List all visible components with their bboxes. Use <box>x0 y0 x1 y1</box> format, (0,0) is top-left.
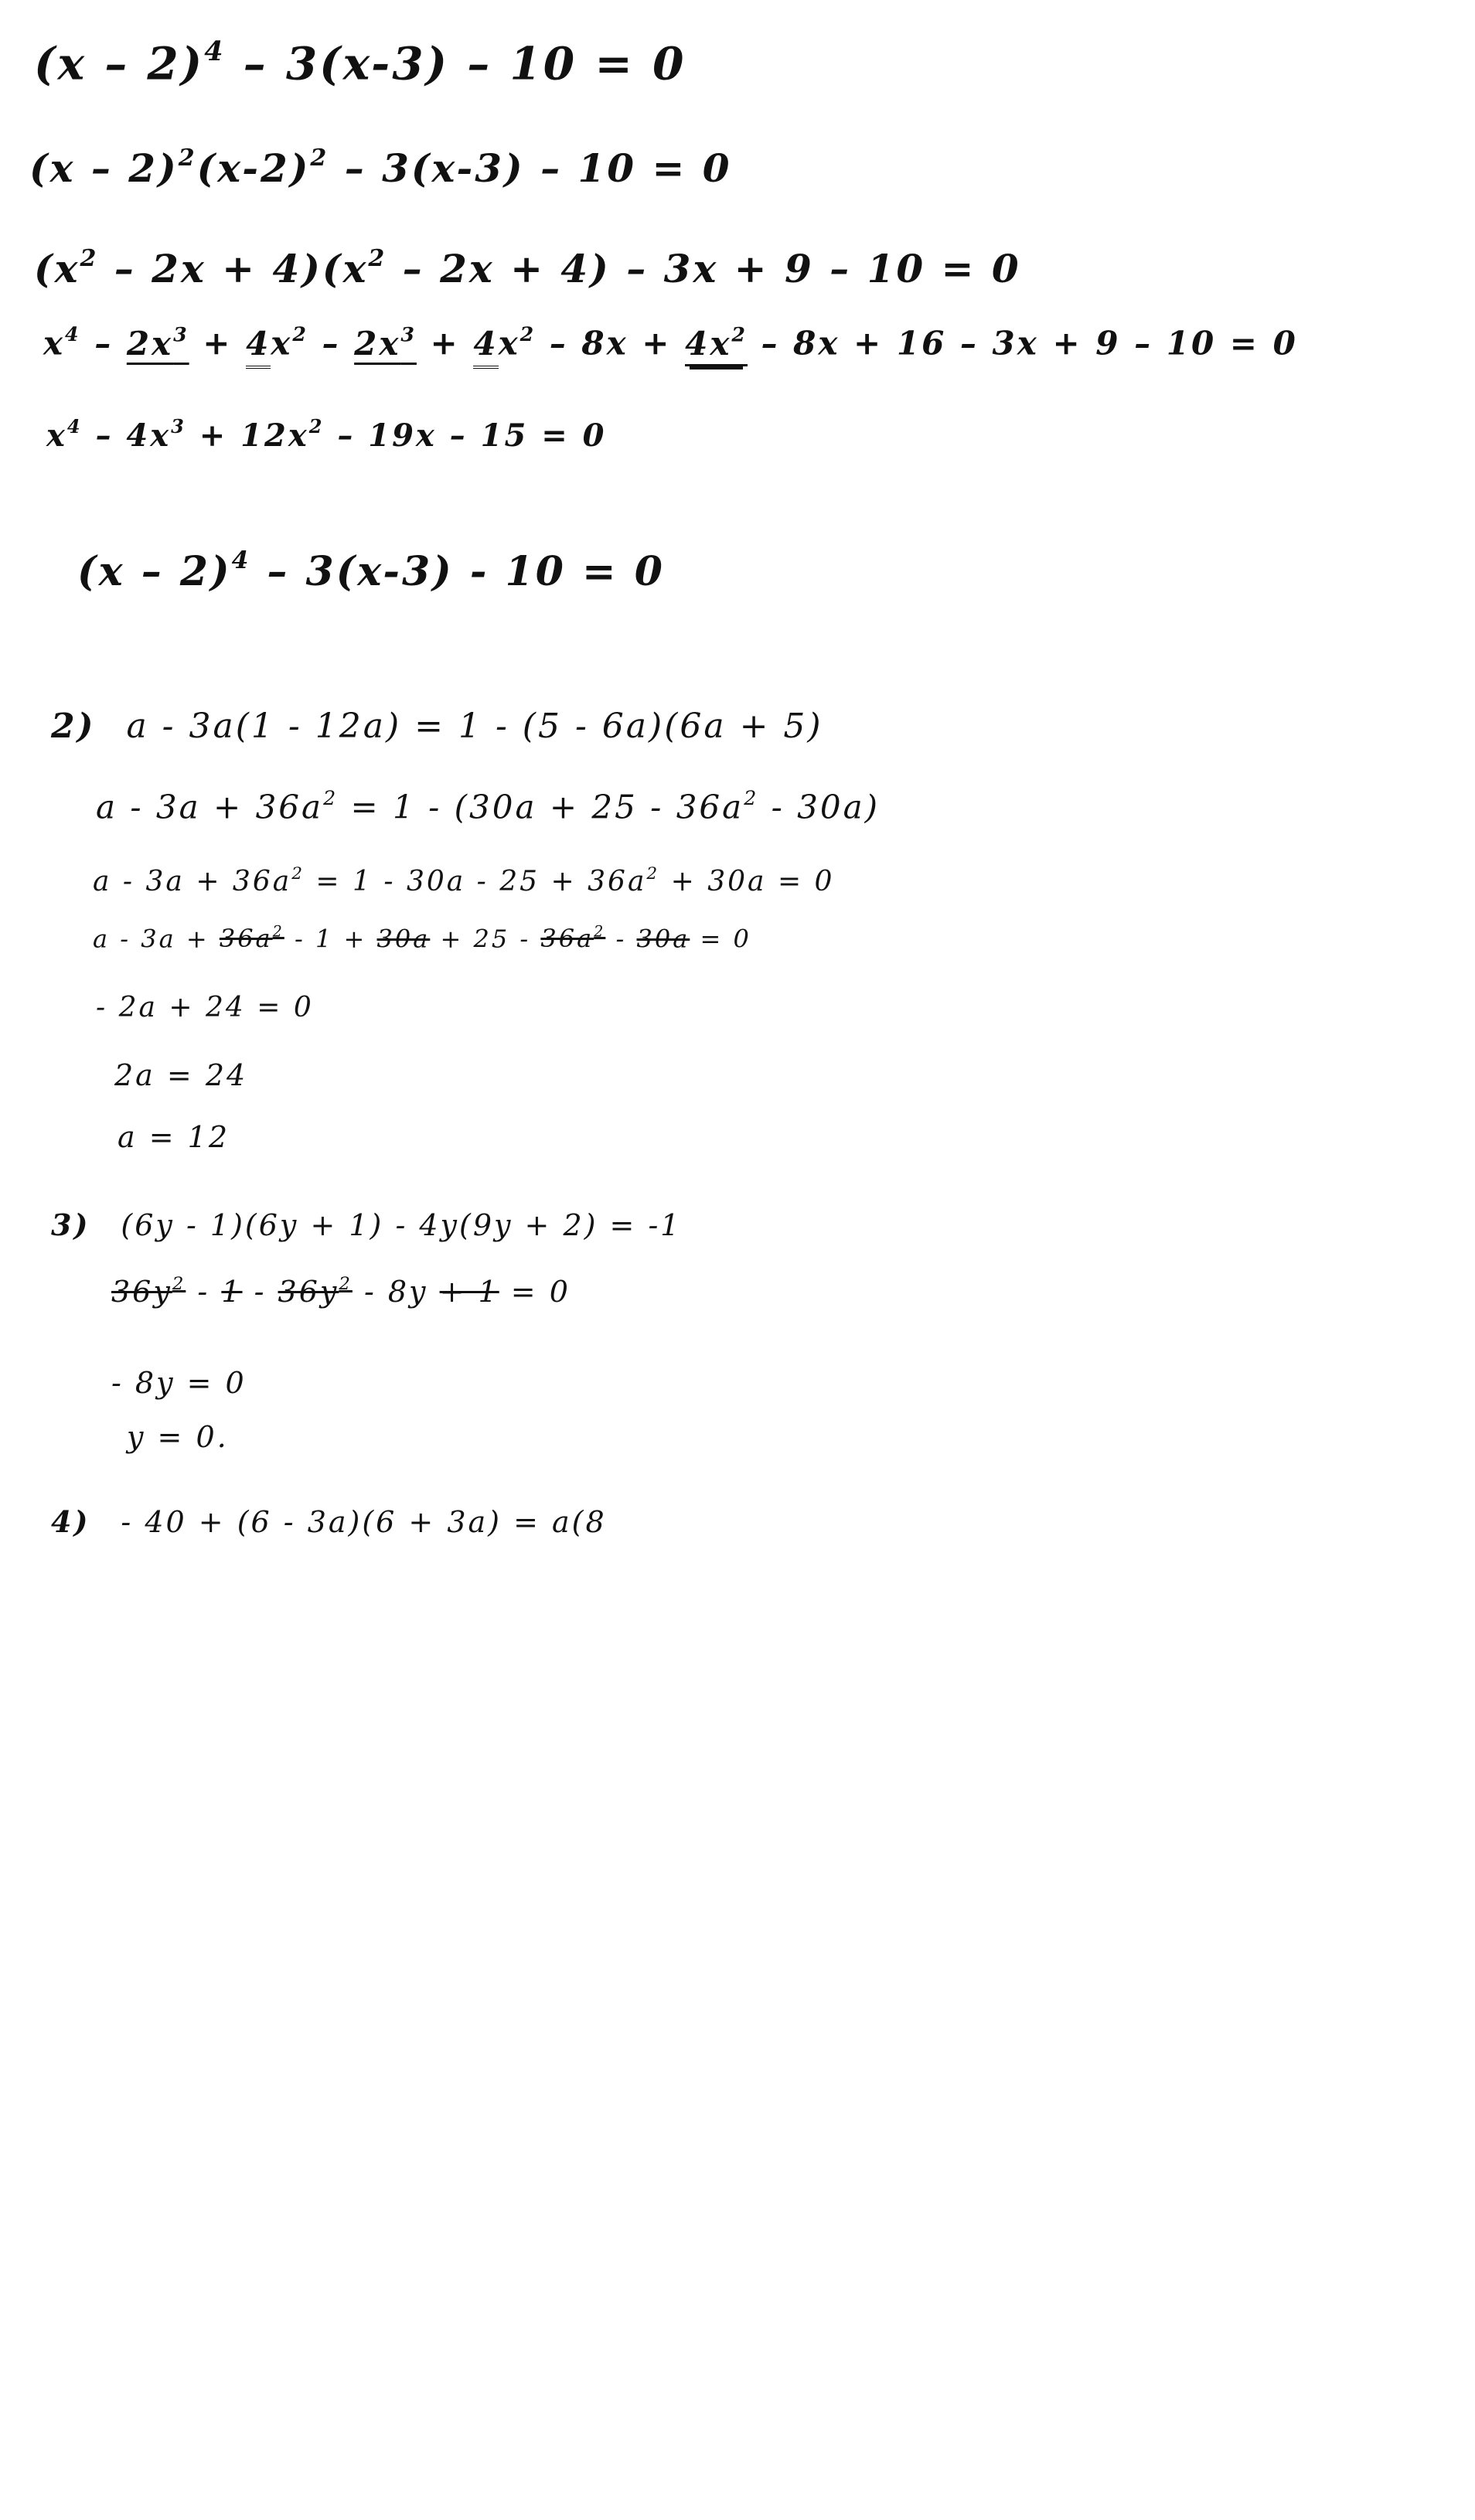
problem-4-label: 4) <box>51 1504 90 1539</box>
equation-line-4-expanded: $x^4 - 2x^3 + 4x^2 - 2x^3 + 4x^2 - 8x + 4x^2 - 8x + 16 - 3x + 9 - 10 = 0$ <box>43 325 1298 360</box>
crossed-term-30a: 30a <box>376 924 431 954</box>
crossed-term-plus-1: + 1 <box>439 1274 499 1309</box>
equation-line-5-simplified: $x^4 - 4x^3 + 12x^2 - 19x - 15 = 0$ <box>46 415 607 454</box>
problem-2-answer: a = 12 <box>118 1120 230 1154</box>
double-underlined-coefficient-4: 4 <box>246 325 271 369</box>
crossed-term-36a2-second: $36a^2$ <box>540 923 606 954</box>
equation-line-2: $(x - 2)^2(x-2)^2 - 3(x-3) - 10 = 0$ <box>29 145 732 191</box>
problem-2-step-5: 2a = 24 <box>114 1058 248 1092</box>
double-underlined-coefficient-4-second: 4 <box>473 325 498 369</box>
equation-line-1: (x – 2)$^4$ – 3(x-3) – 10 = 0 <box>34 36 686 90</box>
crossed-term-36y2: $36y^2$ <box>111 1274 186 1309</box>
problem-2-step-3: $a - 3a + 36a^2 - 1 + 30a + 25 - 36a^2 - 30a = 0$ <box>93 923 751 954</box>
problem-4-statement: 4) - 40 + (6 - 3a)(6 + 3a) = a(8 <box>51 1504 607 1539</box>
crossed-term-30a-second: 30a <box>636 924 690 954</box>
problem-3-step-1: $36y^2 - 1 - 36y^2 - 8y + 1 = 0$ <box>111 1274 571 1309</box>
underlined-term-2x3-second: $2x^3$ <box>354 322 417 363</box>
crossed-term-36y2-second: $36y^2$ <box>278 1274 353 1309</box>
crossed-term-1: 1 <box>221 1274 243 1309</box>
problem-2-statement: 2) a - 3a(1 - 12a) = 1 - (5 - 6a)(6a + 5) <box>51 707 823 746</box>
underlined-term-2x3: $2x^3$ <box>126 322 189 363</box>
problem-3-step-2: - 8y = 0 <box>111 1366 247 1400</box>
equation-line-3: $(x^2 - 2x + 4)(x^2 - 2x + 4) - 3x + 9 - 10 = 0$ <box>34 245 1021 291</box>
problem-2-label: 2) <box>51 707 96 746</box>
crossed-term-36a2: $36a^2$ <box>219 923 284 954</box>
problem-2-step-1: $a - 3a + 36a^2 = 1 - (30a + 25 - 36a^2 - 30a)$ <box>96 787 880 826</box>
problem-3-answer: y = 0. <box>127 1420 229 1454</box>
equation-line-6-restated: (x – 2)$^4$ – 3(x-3) - 10 = 0 <box>77 547 665 595</box>
problem-3-statement: 3) (6y - 1)(6y + 1) - 4y(9y + 2) = -1 <box>51 1207 682 1242</box>
problem-3-label: 3) <box>51 1207 90 1242</box>
problem-2-step-2: $a - 3a + 36a^2 = 1 - 30a - 25 + 36a^2 + 30a = 0$ <box>93 864 835 898</box>
problem-2-step-4: - 2a + 24 = 0 <box>96 992 314 1023</box>
triple-underlined-term-4x2: $4x^2$ <box>685 325 748 366</box>
